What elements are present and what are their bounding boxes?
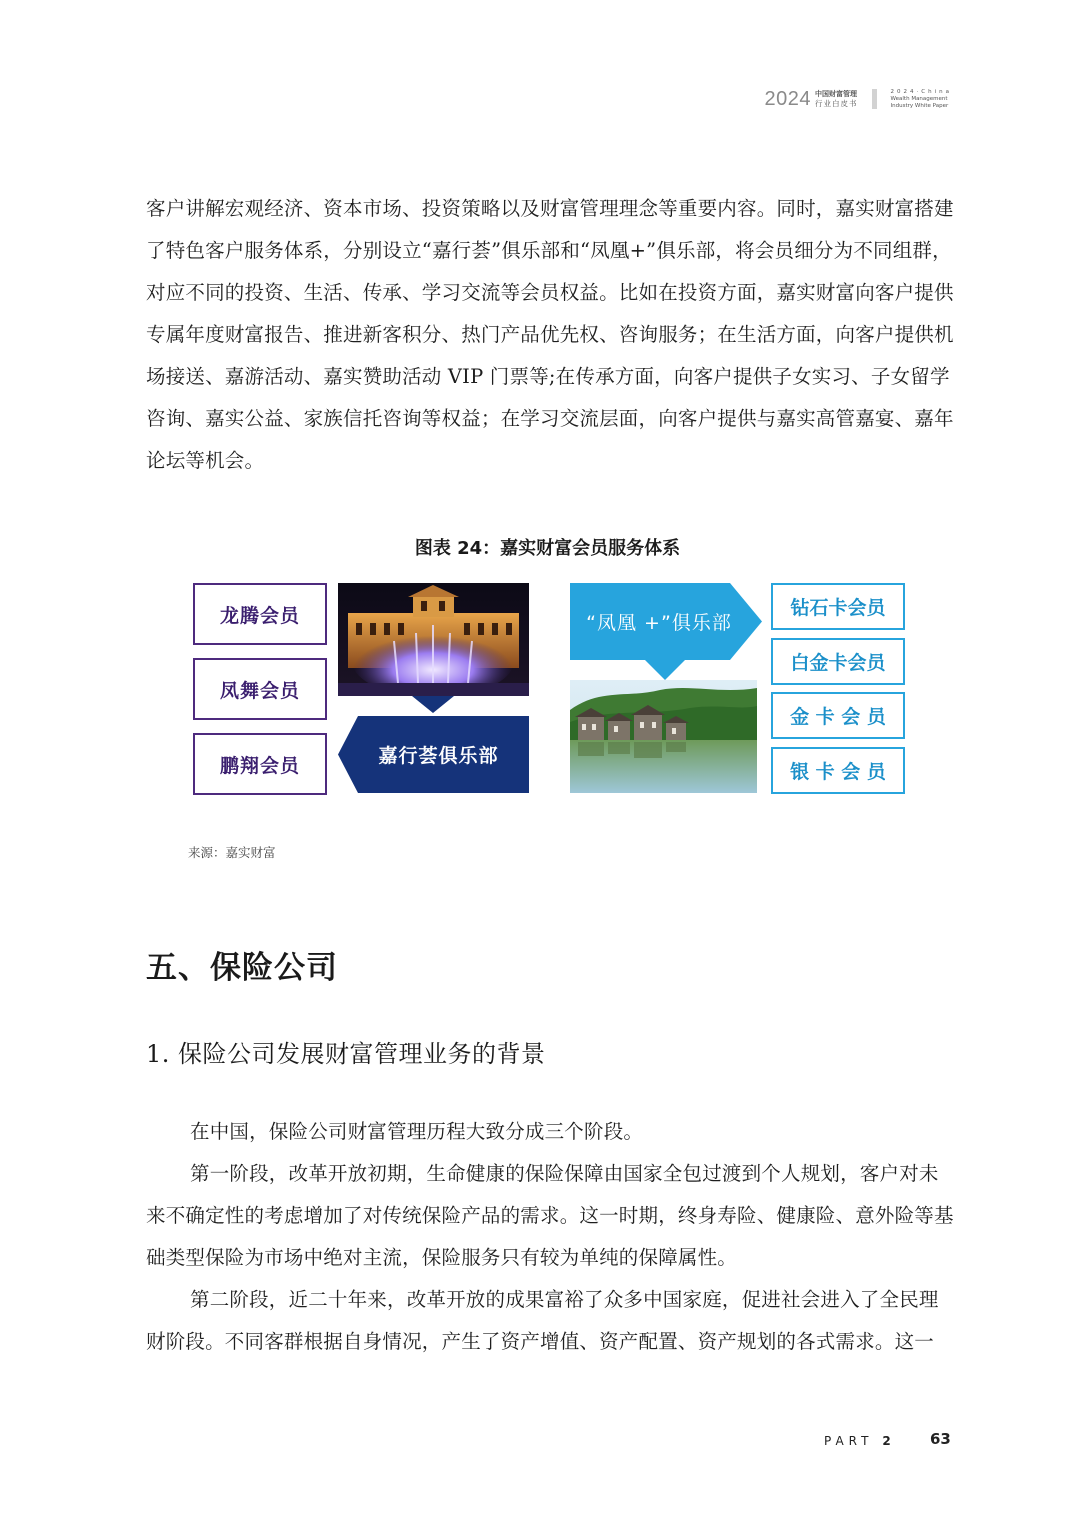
village-lake-photo (570, 680, 757, 793)
card-box-platinum: 白金卡会员 (771, 638, 905, 685)
subsection-title: 1. 保险公司发展财富管理业务的背景 (146, 1040, 546, 1068)
figure-source: 来源：嘉实财富 (188, 845, 276, 860)
pointer-triangle-left (412, 696, 454, 713)
jiaxing-club-label: 嘉行荟俱乐部 (378, 745, 499, 767)
body-paragraph-2: 第一阶段，改革开放初期，生命健康的保险保障由国家全包过渡到个人规划，客户对未来不确定性的考虑增加了对传统保险产品的需求。这一时期，终身寿险、健康险、意外险等基础类型保险为市场中绝对主流，保险服务只有较为单纯的保障属性。 (146, 1162, 954, 1269)
palace-fountain-photo (338, 583, 529, 696)
body-paragraph-1: 在中国，保险公司财富管理历程大致分成三个阶段。 (190, 1120, 644, 1143)
page-number: 63 (930, 1430, 951, 1448)
member-box-longteng: 龙腾会员 (193, 583, 327, 645)
pointer-triangle-right (645, 660, 685, 680)
header-divider (872, 89, 877, 109)
card-box-gold: 金 卡 会 员 (771, 692, 905, 739)
header-en-title: 2024·China Wealth Management Industry White Paper (890, 88, 952, 109)
member-box-fengwu: 凤舞会员 (193, 658, 327, 720)
intro-paragraph: 客户讲解宏观经济、资本市场、投资策略以及财富管理理念等重要内容。同时，嘉实财富搭建了特色客户服务体系，分别设立“嘉行荟”俱乐部和“凤凰+”俱乐部，将会员细分为不同组群，对应不同的投资、生活、传承、学习交流等会员权益。比如在投资方面，嘉实财富向客户提供专属年度财富报告、推进新客积分、热门产品优先权、咨询服务；在生活方面，向客户提供机场接送、嘉游活动、嘉实赞助活动 VIP 门票等;在传承方面，向客户提供子女实习、子女留学咨询、嘉实公益、家族信托咨询等权益；在学习交流层面，向客户提供与嘉实高管嘉宴、嘉年论坛等机会。 (146, 197, 954, 472)
member-box-pengxiang: 鹏翔会员 (193, 733, 327, 795)
card-box-diamond: 钻石卡会员 (771, 583, 905, 630)
header-year: 2024 (764, 87, 812, 110)
section-title: 五、保险公司 (146, 950, 338, 986)
figure-title: 图表 24：嘉实财富会员服务体系 (414, 538, 681, 559)
page-header (765, 84, 952, 114)
footer-part-label: PART 2 (824, 1434, 891, 1448)
header-cn-title: 中国财富管理 行业白皮书 (815, 90, 858, 108)
body-paragraph-3: 第二阶段，近二十年来，改革开放的成果富裕了众多中国家庭，促进社会进入了全民理财阶段。不同客群根据自身情况，产生了资产增值、资产配置、资产规划的各式需求。这一 (146, 1288, 939, 1353)
fenghuang-club-label: “凤凰 +”俱乐部 (586, 612, 732, 634)
card-box-silver: 银 卡 会 员 (771, 747, 905, 794)
